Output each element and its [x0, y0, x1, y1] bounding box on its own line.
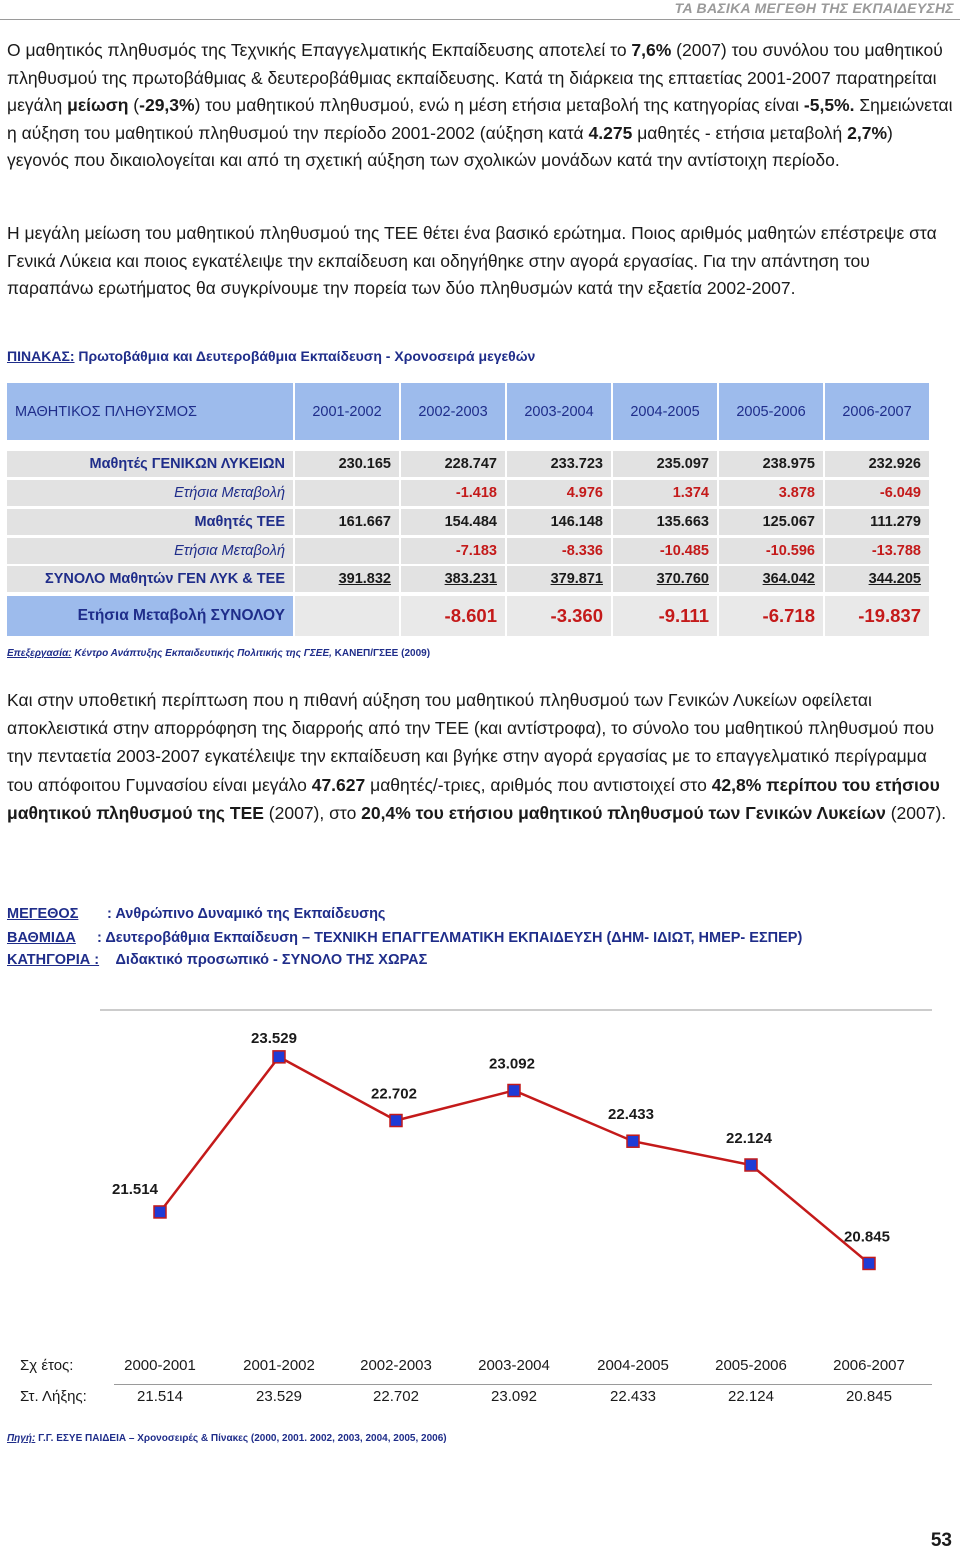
table-caption: ΠΙΝΑΚΑΣ: Πρωτοβάθμια και Δευτεροβάθμια Εκπαίδευση - Χρονοσειρά μεγεθών: [7, 348, 536, 364]
table-cell: 3.878: [719, 480, 823, 506]
table-cell: 364.042: [719, 566, 823, 592]
table-cell: 370.760: [613, 566, 717, 592]
chart-table-divider: [114, 1384, 932, 1385]
meta-level: ΒΑΘΜΙΔΑ : Δευτεροβάθμια Εκπαίδευση – ΤΕΧΝΙΚΗ ΕΠΑΓΓΕΛΜΑΤΙΚΗ ΕΚΠΑΙΔΕΥΣΗ (ΔΗΜ- ΙΔΙΩΤ, ΗΜΕΡ- ΕΣΠΕΡ): [7, 930, 803, 946]
y-value-cell: 23.092: [491, 1388, 537, 1405]
table-cell: 146.148: [507, 509, 611, 535]
table-header-year: 2006-2007: [825, 383, 929, 440]
page-number: 53: [930, 1530, 952, 1551]
data-label: 22.124: [726, 1130, 772, 1148]
table-row: [7, 509, 933, 535]
table-summary-row: [7, 596, 933, 636]
meta-category: ΚΑΤΗΓΟΡΙΑ : Διδακτικό προσωπικό - ΣΥΝΟΛΟ ΤΗΣ ΧΩΡΑΣ: [7, 952, 428, 968]
table-header-label: ΜΑΘΗΤΙΚΟΣ ΠΛΗΘΥΣΜΟΣ: [7, 383, 293, 440]
meta-size: ΜΕΓΕΘΟΣ : Ανθρώπινο Δυναμικό της Εκπαίδευσης: [7, 906, 386, 922]
table-cell: 238.975: [719, 451, 823, 477]
row-label: Ετήσια Μεταβολή: [7, 480, 293, 506]
y-value-cell: 22.702: [373, 1388, 419, 1405]
data-point: [863, 1257, 875, 1269]
table-cell: 228.747: [401, 451, 505, 477]
x-tick-label: 2005-2006: [715, 1357, 787, 1374]
table-cell: 233.723: [507, 451, 611, 477]
table-cell: -3.360: [507, 596, 611, 636]
table-cell: 232.926: [825, 451, 929, 477]
x-tick-label: 2003-2004: [478, 1357, 550, 1374]
x-tick-label: 2004-2005: [597, 1357, 669, 1374]
y-value-cell: 22.433: [610, 1388, 656, 1405]
table-row: [7, 566, 933, 592]
table-cell: 344.205: [825, 566, 929, 592]
table-cell: -6.718: [719, 596, 823, 636]
chart-data-table: [14, 1353, 932, 1415]
table-cell: [295, 538, 399, 564]
data-label: 23.092: [489, 1055, 535, 1073]
table-header-year: 2005-2006: [719, 383, 823, 440]
table-cell: -6.049: [825, 480, 929, 506]
x-tick-label: 2000-2001: [124, 1357, 196, 1374]
table-cell: -13.788: [825, 538, 929, 564]
table-cell: -19.837: [825, 596, 929, 636]
intro-paragraph: Ο μαθητικός πληθυσμός της Τεχνικής Επαγγελματικής Εκπαίδευσης αποτελεί το 7,6% (2007) του συνόλου του μαθητικού πληθυσμού της πρωτοβάθμιας & δευτεροβάθμιας εκπαίδευσης. Κατά τη διάρκεια της επταετίας 2001-2007 παρατηρείται μεγάλη μείωση (-29,3%) του μαθητικού πληθυσμού, ενώ η μέση ετήσια μεταβολή της κατηγορίας είναι -5,5%. Σημειώνεται η αύξηση του μαθητικού πληθυσμού την περίοδο 2001-2002 (αύξηση κατά 4.275 μαθητές - ετήσια μεταβολή 2,7%) γεγονός που δικαιολογείται και από τη σχετική αύξηση των σχολικών μονάδων κατά την αντίστοιχη περίοδο.: [7, 40, 953, 170]
x-tick-label: 2002-2003: [360, 1357, 432, 1374]
table-cell: 391.832: [295, 566, 399, 592]
chart-y-row-label: Στ. Λήξης:: [20, 1388, 87, 1405]
table-cell: 235.097: [613, 451, 717, 477]
data-label: 20.845: [844, 1228, 890, 1246]
data-label: 22.433: [608, 1106, 654, 1124]
table-cell: 135.663: [613, 509, 717, 535]
row-label: Ετήσια Μεταβολή ΣΥΝΟΛΟΥ: [7, 596, 293, 636]
table-cell: 161.667: [295, 509, 399, 535]
table-cell: -10.485: [613, 538, 717, 564]
table-cell: -8.601: [401, 596, 505, 636]
conclusion-paragraph: Και στην υποθετική περίπτωση που η πιθανή αύξηση του μαθητικού πληθυσμού των Γενικών Λυκείων οφείλεται αποκλειστικά στην απορρόφηση της διαρροής από την ΤΕΕ (και αντίστροφα), το σύνολο του μαθητικού πληθυσμού που την πενταετία 2003-2007 εγκατέλειψε την εκπαίδευση και βγήκε στην αγορά εργασίας με το επαγγελματικό περίγραμμα του απόφοιτου Γυμνασίου είναι μεγάλο 47.627 μαθητές/-τριες, αριθμός που αντιστοιχεί στο 42,8% περίπου του ετήσιου μαθητικού πληθυσμού της ΤΕΕ (2007), στο 20,4% του ετήσιου μαθητικού πληθυσμού των Γενικών Λυκείων (2007).: [7, 690, 947, 823]
data-label: 23.529: [251, 1029, 297, 1047]
data-point: [154, 1206, 166, 1218]
table-header-year: 2002-2003: [401, 383, 505, 440]
row-label: ΣΥΝΟΛΟ Μαθητών ΓΕΝ ΛΥΚ & ΤΕΕ: [7, 566, 293, 592]
table-cell: 1.374: [613, 480, 717, 506]
table-row: [7, 538, 933, 564]
data-point: [273, 1051, 285, 1063]
table-cell: 383.231: [401, 566, 505, 592]
data-point: [390, 1115, 402, 1127]
table-cell: -1.418: [401, 480, 505, 506]
table-row: [7, 451, 933, 477]
row-label: Μαθητές ΤΕΕ: [7, 509, 293, 535]
table-cell: [295, 596, 399, 636]
chart-y-row: [14, 1384, 932, 1415]
y-value-cell: 23.529: [256, 1388, 302, 1405]
data-label: 22.702: [371, 1085, 417, 1103]
table-cell: -8.336: [507, 538, 611, 564]
table-header-year: 2001-2002: [295, 383, 399, 440]
x-tick-label: 2006-2007: [833, 1357, 905, 1374]
chart-source: Πηγή: Γ.Γ. ΕΣΥΕ ΠΑΙΔΕΙΑ – Χρονοσειρές & Πίνακες (2000, 2001. 2002, 2003, 2004, 2005, 2006): [7, 1433, 447, 1444]
y-value-cell: 22.124: [728, 1388, 774, 1405]
data-point: [627, 1135, 639, 1147]
table-cell: 154.484: [401, 509, 505, 535]
row-label: Μαθητές ΓΕΝΙΚΩΝ ΛΥΚΕΙΩΝ: [7, 451, 293, 477]
y-value-cell: 21.514: [137, 1388, 183, 1405]
table-cell: 125.067: [719, 509, 823, 535]
data-point: [508, 1084, 520, 1096]
table-cell: -7.183: [401, 538, 505, 564]
table-cell: 379.871: [507, 566, 611, 592]
data-label: 21.514: [112, 1180, 158, 1198]
header-title: ΤΑ ΒΑΣΙΚΑ ΜΕΓΕΘΗ ΤΗΣ ΕΚΠΑΙΔΕΥΣΗΣ: [674, 0, 954, 16]
table-source: Επεξεργασία: Κέντρο Ανάπτυξης Εκπαιδευτικής Πολιτικής της ΓΣΕΕ, ΚΑΝΕΠ/ΓΣΕΕ (2009): [7, 648, 431, 659]
table-cell: 4.976: [507, 480, 611, 506]
table-cell: 111.279: [825, 509, 929, 535]
page-header: [0, 0, 960, 19]
data-point: [745, 1159, 757, 1171]
y-value-cell: 20.845: [846, 1388, 892, 1405]
x-tick-label: 2001-2002: [243, 1357, 315, 1374]
header-rule: [0, 19, 960, 20]
chart-x-row-label: Σχ έτος:: [20, 1357, 74, 1374]
table-cell: 230.165: [295, 451, 399, 477]
table-cell: -10.596: [719, 538, 823, 564]
table-header-row: [7, 383, 933, 440]
question-paragraph: Η μεγάλη μείωση του μαθητικού πληθυσμού της ΤΕΕ θέτει ένα βασικό ερώτημα. Ποιος αριθμός μαθητών επέστρεψε στα Γενικά Λύκεια και ποιος εγκατέλειψε την εκπαίδευση και οδηγήθηκε στην αγορά εργασίας. Για την απάντηση του παραπάνω ερωτήματος θα συγκρίνουμε την πορεία των δύο πληθυσμών κατά την εξαετία 2002-2007.: [7, 223, 937, 298]
chart-x-row: [14, 1353, 932, 1384]
table-cell: -9.111: [613, 596, 717, 636]
table-row: [7, 480, 933, 506]
row-label: Ετήσια Μεταβολή: [7, 538, 293, 564]
table-header-year: 2003-2004: [507, 383, 611, 440]
table-header-year: 2004-2005: [613, 383, 717, 440]
line-chart: [0, 1000, 960, 1360]
table-cell: [295, 480, 399, 506]
